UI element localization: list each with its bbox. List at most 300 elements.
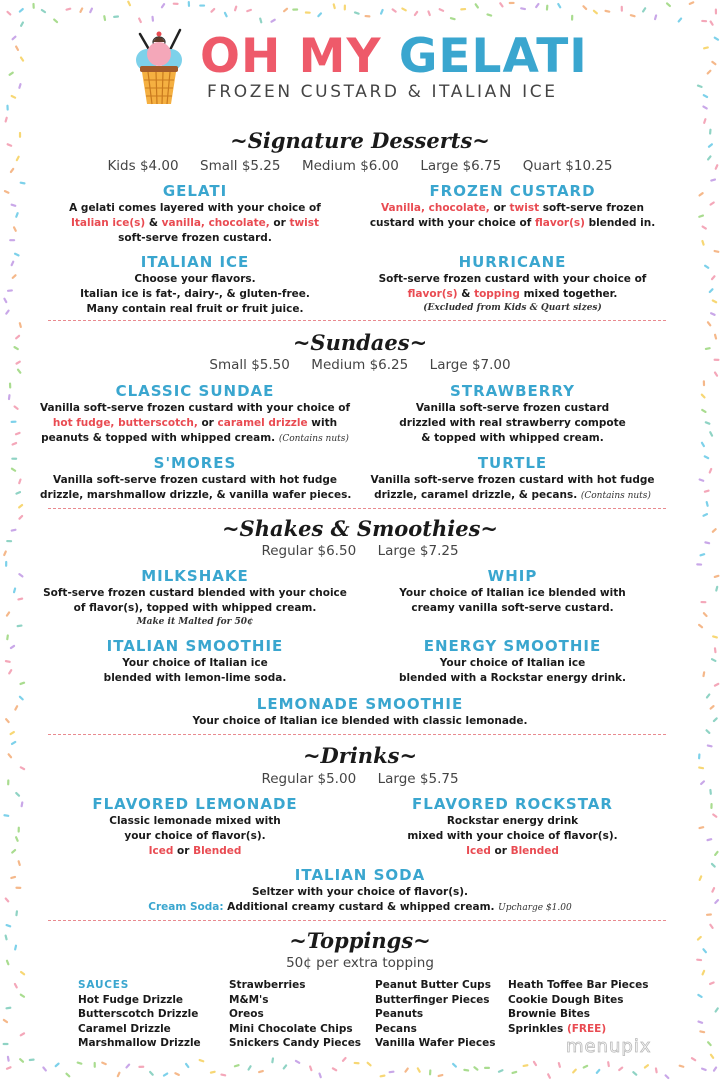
sprinkle — [18, 8, 24, 14]
sprinkle — [5, 561, 7, 567]
sprinkle — [259, 17, 263, 23]
sprinkle — [379, 1074, 385, 1077]
sprinkle — [474, 3, 479, 9]
sprinkle — [11, 442, 17, 446]
item-name: STRAWBERRY — [450, 382, 575, 400]
sprinkle — [16, 624, 22, 627]
desc-line — [50, 216, 340, 231]
item-desc — [40, 814, 350, 859]
desc-text: soft-serve frozen — [539, 202, 644, 214]
desc-highlight: Blended — [510, 845, 559, 857]
desc-line: drizzle, marshmallow drizzle, & vanilla wafer pieces. — [40, 489, 352, 501]
sprinkle — [714, 647, 717, 653]
sprinkle — [701, 1067, 707, 1071]
sprinkle — [655, 1067, 658, 1073]
sprinkle — [234, 1064, 240, 1068]
sprinkle — [497, 1069, 503, 1073]
sprinkle — [5, 309, 10, 315]
sprinkle — [5, 660, 11, 663]
sprinkle — [160, 3, 165, 9]
desc-line: Italian ice is fat-, dairy-, & gluten-free. — [80, 288, 310, 300]
sprinkle — [53, 18, 59, 24]
desc-text: drizzle, caramel drizzle, & pecans. — [374, 489, 581, 501]
sprinkle — [665, 2, 671, 8]
desc-line: Your choice of Italian ice blended with classic lemonade. — [192, 715, 528, 727]
sprinkle — [125, 1063, 131, 1069]
desc-line: & topped with whipped cream. — [421, 432, 604, 444]
sprinkle — [8, 394, 11, 400]
sprinkle — [677, 17, 683, 23]
item-desc — [365, 473, 660, 504]
section-divider — [48, 734, 666, 735]
item-italian-ice — [50, 253, 340, 317]
sprinkle — [294, 1059, 300, 1064]
sprinkle — [710, 178, 716, 182]
sprinkle — [463, 1069, 469, 1072]
sprinkle — [604, 10, 610, 13]
sprinkle — [10, 260, 15, 266]
topping-item: Butterscotch Drizzle — [78, 1008, 199, 1020]
sprinkle — [416, 1067, 421, 1073]
sprinkle — [94, 1062, 96, 1068]
sprinkle — [522, 1064, 528, 1067]
sprinkle — [700, 601, 706, 603]
sprinkle — [282, 1064, 287, 1070]
section-divider — [48, 320, 666, 321]
sprinkle — [18, 503, 24, 508]
topping-item: Snickers Candy Pieces — [229, 1037, 362, 1049]
desc-line — [365, 201, 660, 216]
section-divider — [48, 920, 666, 921]
item-desc — [365, 272, 660, 315]
desc-highlight: twist — [289, 217, 320, 229]
item-note: (Contains nuts) — [580, 491, 651, 501]
desc-line: mixed with your choice of flavor(s). — [407, 830, 618, 842]
sprinkle — [65, 7, 71, 11]
sprinkle — [499, 2, 504, 8]
sprinkle — [701, 225, 707, 230]
sprinkle — [18, 827, 20, 833]
sprinkle — [17, 860, 21, 866]
item-name: FLAVORED ROCKSTAR — [412, 795, 613, 813]
sprinkle — [473, 1066, 479, 1071]
sprinkle — [162, 1072, 168, 1077]
sprinkle — [437, 1074, 443, 1078]
sprinkle — [318, 1072, 322, 1078]
item-name: FLAVORED LEMONADE — [92, 795, 298, 813]
desc-line: Vanilla soft-serve frozen custard with hot fudge — [370, 474, 655, 486]
sprinkle — [688, 1, 694, 5]
desc-line: blended with a Rockstar energy drink. — [398, 672, 627, 684]
sprinkle — [10, 203, 16, 207]
sprinkle — [220, 1073, 226, 1076]
sprinkle — [15, 910, 18, 916]
toppings-column-4 — [508, 978, 648, 1036]
sprinkle — [713, 682, 719, 687]
sprinkle — [705, 729, 711, 735]
sprinkle — [19, 181, 25, 184]
item-desc — [40, 473, 350, 503]
desc-highlight: Italian ice(s) — [70, 217, 146, 229]
desc-highlight: topping — [474, 288, 520, 300]
sprinkle — [223, 11, 228, 17]
sauces-heading: SAUCES — [78, 979, 130, 991]
sprinkle — [704, 264, 710, 269]
sprinkle — [54, 1062, 60, 1068]
topping-item: Pecans — [375, 1022, 417, 1035]
sprinkle — [103, 15, 106, 21]
sprinkle — [429, 1069, 432, 1075]
sprinkle — [712, 635, 718, 639]
sprinkle — [317, 12, 323, 18]
section-divider — [48, 508, 666, 509]
desc-line: drizzled with real strawberry compote — [399, 417, 626, 429]
sprinkle — [711, 887, 716, 893]
sprinkle — [532, 1060, 537, 1066]
brand-name — [200, 29, 588, 84]
sprinkle — [702, 671, 705, 677]
sprinkle — [582, 1064, 588, 1069]
item-flavored-lemonade — [40, 795, 350, 859]
desc-line: Rockstar energy drink — [446, 815, 579, 827]
sprinkle — [10, 876, 16, 880]
sprinkle — [127, 0, 132, 6]
sprinkle — [138, 17, 143, 23]
item-name: S'MORES — [153, 454, 237, 472]
desc-highlight: Iced — [466, 845, 491, 857]
topping-item: Strawberries — [229, 979, 306, 991]
sprinkle — [9, 731, 15, 736]
brand-oh: OH — [200, 29, 282, 84]
sprinkle — [592, 9, 598, 15]
toppings-column-3 — [375, 978, 495, 1051]
sprinkle — [32, 3, 35, 9]
sprinkle — [15, 792, 21, 798]
topping-item: Butterfinger Pieces — [375, 993, 490, 1006]
item-desc — [40, 401, 350, 447]
desc-highlight: Iced — [148, 845, 174, 857]
item-name: ENERGY SMOOTHIE — [423, 637, 602, 655]
item-note: Make it Malted for 50¢ — [136, 617, 254, 627]
desc-line — [365, 488, 660, 504]
sprinkle — [149, 1070, 155, 1076]
item-italian-soda — [60, 866, 660, 916]
sprinkle — [210, 8, 216, 14]
sprinkle — [292, 8, 298, 10]
sprinkle — [151, 16, 154, 22]
desc-line: Vanilla soft-serve frozen custard with your choice of — [40, 402, 351, 414]
desc-highlight: vanilla, chocolate, — [161, 217, 270, 229]
sprinkle — [643, 1064, 649, 1069]
sprinkle — [234, 5, 238, 11]
sprinkle — [438, 8, 444, 13]
sprinkle — [700, 441, 705, 447]
sprinkle — [6, 10, 12, 16]
topping-item: Heath Toffee Bar Pieces — [508, 979, 649, 991]
sprinkle — [113, 15, 119, 18]
sprinkle — [17, 597, 23, 600]
sprinkle — [188, 1, 191, 7]
sprinkle — [713, 574, 719, 578]
sprinkle — [712, 813, 718, 818]
sprinkle — [76, 1061, 82, 1065]
sprinkle — [305, 11, 311, 14]
desc-line: Your choice of Italian ice — [122, 657, 268, 669]
sprinkle — [572, 1068, 578, 1074]
sprinkle — [40, 8, 46, 13]
sprinkle — [331, 1067, 337, 1072]
item-desc — [365, 656, 660, 686]
sprinkle — [309, 1065, 313, 1071]
sprinkle — [354, 11, 360, 15]
item-note: (Excluded from Kids & Quart sizes) — [423, 303, 602, 313]
topping-item — [508, 1022, 648, 1037]
sprinkle — [10, 467, 16, 472]
sprinkle — [654, 14, 658, 20]
item-italian-smoothie — [40, 637, 350, 686]
sprinkle — [20, 801, 23, 807]
topping-item: Hot Fudge Drizzle — [78, 993, 184, 1006]
sprinkle — [618, 1066, 624, 1071]
header — [0, 26, 720, 106]
sprinkle — [199, 4, 205, 6]
sprinkle — [15, 887, 21, 889]
sprinkle — [706, 321, 711, 327]
topping-item: Cookie Dough Bites — [508, 993, 624, 1006]
item-name: ITALIAN ICE — [140, 253, 250, 271]
sprinkle — [6, 634, 9, 640]
sundaes-prices: Small $5.50 Medium $6.25 Large $7.00 — [209, 357, 511, 373]
sprinkle — [698, 478, 704, 482]
sprinkle — [712, 1066, 717, 1072]
desc-text: or — [197, 417, 218, 429]
sprinkle — [366, 1061, 372, 1067]
shakes-title: ~Shakes & Smoothies~ — [221, 516, 499, 541]
desc-line: Vanilla soft-serve frozen custard with hot fudge — [53, 474, 337, 486]
sprinkle — [391, 8, 397, 13]
desc-line: Soft-serve frozen custard blended with your choice — [43, 587, 347, 599]
item-desc — [365, 586, 660, 616]
item-name: ITALIAN SODA — [294, 866, 426, 884]
item-name: TURTLE — [477, 454, 548, 472]
sundaes-title: ~Sundaes~ — [292, 330, 428, 355]
item-name: LEMONADE SMOOTHIE — [256, 695, 464, 713]
sprinkle — [388, 1070, 394, 1073]
topping-item: M&M's — [229, 993, 269, 1006]
desc-line: Choose your flavors. — [134, 273, 256, 285]
sprinkle — [5, 718, 11, 724]
sprinkle — [715, 586, 719, 592]
desc-line: Many contain real fruit or fruit juice. — [86, 303, 304, 315]
desc-line: soft-serve frozen custard. — [118, 232, 272, 244]
item-strawberry-sundae — [365, 382, 660, 446]
sprinkle — [11, 849, 17, 855]
sprinkle — [708, 288, 714, 294]
sprinkle — [705, 693, 710, 699]
sprinkle — [271, 1057, 274, 1063]
sprinkle — [184, 1062, 189, 1068]
sprinkle — [701, 240, 705, 246]
desc-line — [365, 844, 660, 859]
sprinkle — [571, 15, 573, 21]
sprinkle — [364, 15, 370, 18]
item-classic-sundae — [40, 382, 350, 447]
sprinkle — [18, 478, 22, 484]
desc-text: or — [269, 217, 290, 229]
sprinkle — [664, 1074, 670, 1080]
sprinkle — [13, 587, 17, 593]
sprinkle — [595, 1068, 601, 1074]
desc-line: creamy vanilla soft-serve custard. — [411, 602, 614, 614]
sprinkle — [484, 1067, 490, 1069]
sprinkle — [509, 2, 515, 4]
sprinkle — [247, 1065, 252, 1071]
sprinkle — [9, 382, 12, 388]
sprinkle — [713, 250, 719, 253]
desc-text: or — [489, 202, 510, 214]
sprinkle — [547, 1073, 552, 1079]
desc-text: or — [490, 845, 511, 857]
sprinkle — [65, 1072, 71, 1078]
sprinkle — [705, 501, 709, 507]
sprinkle — [706, 913, 712, 916]
item-whip — [365, 567, 660, 616]
item-desc — [60, 885, 660, 916]
item-name: CLASSIC SUNDAE — [115, 382, 275, 400]
item-desc — [365, 201, 660, 231]
desc-text: & — [145, 217, 162, 229]
sprinkle — [18, 695, 24, 701]
sprinkle — [3, 814, 9, 817]
item-smores — [40, 454, 350, 503]
sprinkle — [413, 10, 418, 16]
item-desc — [365, 814, 660, 859]
sprinkle — [11, 458, 17, 460]
sprinkle — [380, 9, 384, 15]
sprinkle — [11, 274, 17, 280]
desc-line: Your choice of Italian ice blended with — [399, 587, 626, 599]
sprinkle — [698, 826, 704, 829]
item-frozen-custard — [365, 182, 660, 231]
sprinkle — [246, 8, 252, 12]
item-desc — [365, 401, 660, 446]
desc-text: Additional creamy custard & whipped cream. — [223, 901, 499, 913]
sprinkle — [116, 1071, 121, 1077]
topping-item: Oreos — [229, 1008, 264, 1020]
desc-text: with — [307, 417, 338, 429]
item-name: HURRICANE — [458, 253, 567, 271]
sprinkle — [79, 7, 84, 13]
item-name: WHIP — [487, 567, 538, 585]
desc-line: Seltzer with your choice of flavor(s). — [251, 886, 469, 898]
signature-title: ~Signature Desserts~ — [230, 128, 490, 153]
desc-line: Vanilla soft-serve frozen custard — [415, 402, 610, 414]
sprinkle — [710, 803, 712, 809]
sprinkle — [15, 491, 21, 495]
sprinkle — [15, 432, 21, 436]
sprinkle — [332, 3, 336, 9]
sprinkle — [700, 393, 706, 399]
brand-my: MY — [298, 29, 382, 84]
item-desc — [40, 656, 350, 686]
sprinkle — [5, 611, 10, 617]
sprinkle — [710, 275, 716, 281]
desc-highlight: Vanilla, chocolate, — [380, 202, 490, 214]
sprinkle — [427, 10, 431, 16]
desc-text: or — [173, 845, 194, 857]
drinks-prices: Regular $5.00 Large $5.75 — [261, 771, 459, 787]
toppings-column-2 — [229, 978, 361, 1051]
desc-highlight: caramel drizzle — [217, 417, 308, 429]
topping-item: Caramel Drizzle — [78, 1022, 171, 1035]
sprinkle — [4, 116, 8, 122]
sprinkle — [450, 17, 456, 21]
brand-tagline: FROZEN CUSTARD & ITALIAN ICE — [207, 82, 558, 102]
toppings-sauces-column — [78, 978, 201, 1051]
free-tag: (FREE) — [566, 1022, 607, 1035]
sprinkle — [710, 862, 716, 868]
desc-text: mixed together. — [519, 288, 618, 300]
sprinkle — [702, 612, 708, 618]
desc-highlight: flavor(s) — [407, 288, 458, 300]
sprinkle — [13, 226, 18, 232]
sprinkle — [711, 299, 717, 304]
sprinkle — [698, 192, 704, 197]
sprinkle — [607, 1061, 610, 1067]
toppings-title: ~Toppings~ — [289, 928, 431, 953]
sprinkle — [9, 239, 15, 241]
topping-text: Sprinkles — [508, 1022, 567, 1035]
sprinkle — [709, 789, 712, 795]
sprinkle — [14, 252, 20, 257]
sprinkle — [557, 3, 562, 9]
sprinkle — [704, 489, 710, 493]
toppings-prices: 50¢ per extra topping — [286, 955, 434, 971]
sprinkle — [701, 20, 707, 23]
signature-prices: Kids $4.00 Small $5.25 Medium $6.00 Large $6.75 Quart $10.25 — [107, 158, 613, 174]
sprinkle — [486, 13, 492, 17]
sprinkle — [621, 6, 623, 12]
item-name: MILKSHAKE — [141, 567, 249, 585]
sprinkle — [19, 681, 25, 685]
topping-item: Vanilla Wafer Pieces — [375, 1037, 496, 1049]
desc-line: A gelati comes layered with your choice of — [69, 202, 321, 214]
sprinkle — [714, 850, 719, 856]
sprinkle — [14, 705, 19, 711]
brand-gelati: GELATI — [398, 29, 588, 84]
sprinkle — [557, 1062, 561, 1068]
sprinkle — [708, 468, 712, 474]
sprinkle — [630, 14, 636, 18]
desc-highlight: hot fudge, butterscotch, — [52, 417, 198, 429]
desc-line: Soft-serve frozen custard with your choice of — [378, 273, 647, 285]
sprinkle — [283, 7, 289, 13]
item-desc — [50, 272, 340, 317]
item-name: GELATI — [162, 182, 228, 200]
item-lemonade-smoothie — [60, 695, 660, 729]
sprinkle — [709, 431, 714, 437]
item-desc — [40, 586, 350, 629]
sprinkle — [715, 9, 717, 15]
desc-line — [40, 416, 350, 431]
sprinkle — [42, 1066, 48, 1072]
sprinkle — [8, 669, 13, 675]
topping-item: Brownie Bites — [508, 1008, 590, 1020]
item-energy-smoothie — [365, 637, 660, 686]
sprinkle — [701, 408, 707, 413]
sprinkle — [7, 289, 13, 292]
sprinkle — [15, 836, 19, 842]
